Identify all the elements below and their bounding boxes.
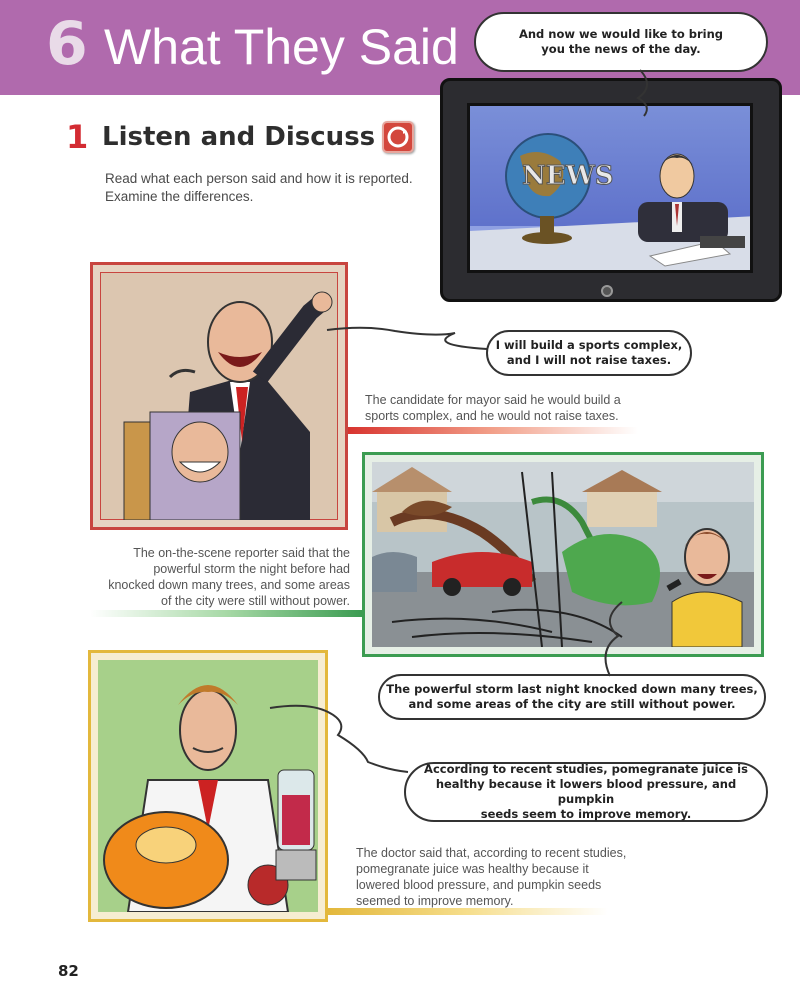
doctor-caption: The doctor said that, according to recent studies, pomegranate juice was healthy because it lowered blood pressure, and pumpkin seeds seemed to improve memory. [356, 846, 627, 908]
section-number: 1 [66, 118, 89, 156]
storm-reporter-caption: The on-the-scene reporter said that the powerful storm the night before had knocked down many trees, and some areas of the city were still without power. [108, 546, 350, 608]
tv-illustration [440, 78, 782, 302]
instructions: Read what each person said and how it is reported. Examine the differences. [105, 171, 413, 204]
unit-title: What They Said [104, 19, 459, 75]
audio-play-icon[interactable] [382, 121, 414, 153]
doctor-illustration [88, 650, 328, 922]
tv-power-button [601, 285, 613, 297]
news-bubble-tail [630, 68, 670, 118]
storm-reporter-bubble-tail [590, 600, 630, 678]
storm-reporter-speech-bubble: The powerful storm last night knocked down many trees, and some areas of the city are still without power. [378, 674, 766, 720]
page-number: 82 [58, 962, 79, 980]
storm-reporter-illustration [362, 452, 764, 657]
storm-reporter-caption-stripe [90, 610, 362, 617]
unit-number: 6 [46, 9, 88, 79]
candidate-illustration [90, 262, 348, 530]
section-title: Listen and Discuss [102, 122, 376, 152]
doctor-caption-stripe [328, 908, 608, 915]
candidate-caption: The candidate for mayor said he would build a sports complex, and he would not raise taxes. [365, 393, 621, 423]
doctor-speech-bubble: According to recent studies, pomegranate juice is healthy because it lowers blood pressure, and pumpkin seeds seem to improve memory. [404, 762, 768, 822]
news-screen-label: NEWS [522, 161, 614, 191]
news-speech-bubble: And now we would like to bring you the news of the day. [474, 12, 768, 72]
tv-screen [467, 103, 753, 273]
candidate-caption-stripe [348, 427, 638, 434]
candidate-speech-bubble: I will build a sports complex, and I will not raise taxes. [486, 330, 692, 376]
doctor-bubble-tail [268, 700, 413, 780]
candidate-bubble-tail [325, 325, 490, 365]
